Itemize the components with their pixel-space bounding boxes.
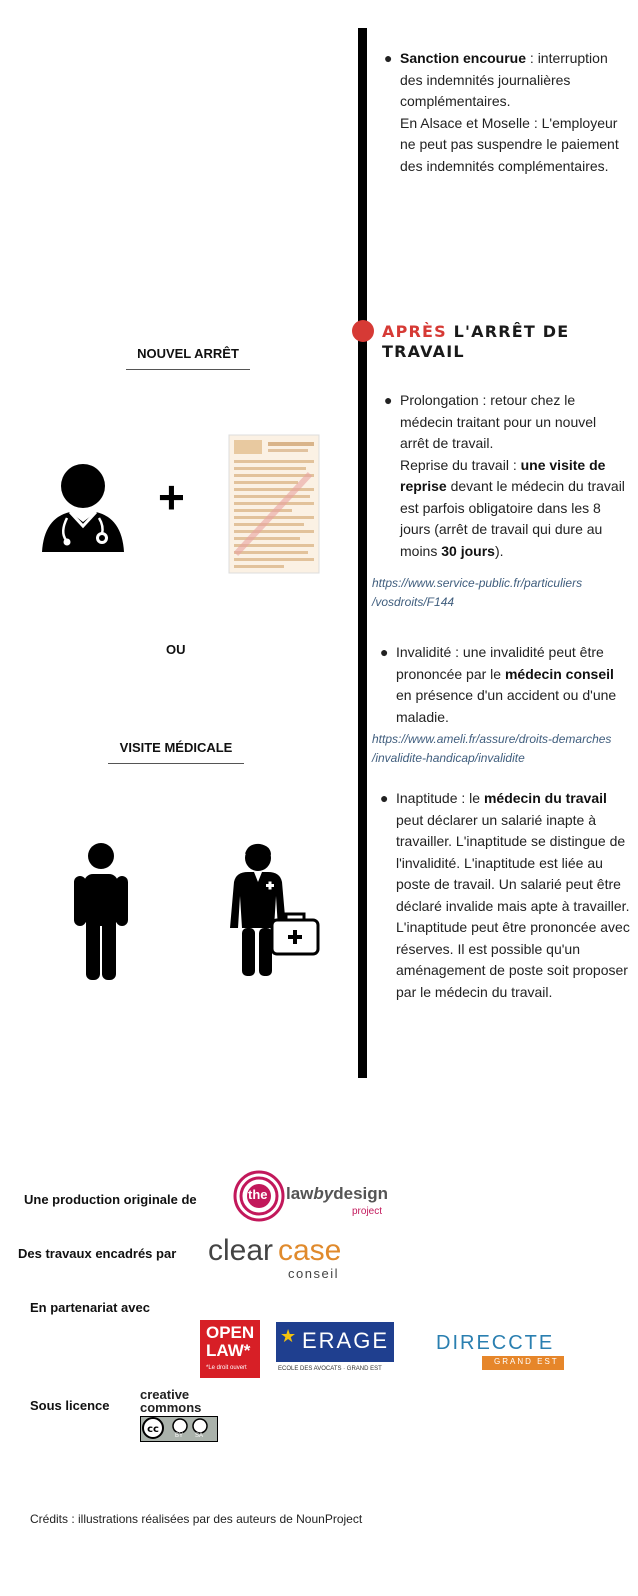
plus-icon: + <box>158 471 185 523</box>
visite-medicale-label: VISITE MÉDICALE <box>108 740 244 764</box>
doctor-icon <box>40 460 126 556</box>
prolongation-text: Prolongation : retour chez le médecin traitant pour un nouvel arrêt de travail. <box>400 392 597 451</box>
production-label: Une production originale de <box>24 1192 197 1207</box>
doctor-kit-icon <box>226 840 322 980</box>
clearcase-logo: clear case conseil <box>208 1234 342 1281</box>
creative-commons-logo: creative commons cc BY SA <box>138 1388 218 1442</box>
sanction-text: : interruption des indemnités journalières complémentaires. <box>400 50 608 109</box>
encadres-label: Des travaux encadrés par <box>18 1246 177 1261</box>
reprise-prefix: Reprise du travail : <box>400 456 521 473</box>
alsace-moselle-text: En Alsace et Moselle : L'employeur ne peut pas suspendre le paiement des indemnités complémentaires. <box>400 114 619 174</box>
lawbydesign-logo: the lawbydesign project <box>232 1170 392 1222</box>
link-ameli[interactable]: https://www.ameli.fr/assure/droits-demarches /invalidite-handicap/invalidite <box>372 732 612 765</box>
nouvel-arret-label: NOUVEL ARRÊT <box>126 346 250 370</box>
openlaw-logo: OPEN LAW* *Le droit ouvert <box>200 1320 260 1378</box>
footer-credits: Crédits : illustrations réalisées par des auteurs de NounProject <box>30 1512 363 1526</box>
partenariat-label: En partenariat avec <box>30 1300 150 1315</box>
medecin-du-travail: médecin du travail <box>483 790 607 806</box>
link-service-public[interactable]: https://www.service-public.fr/particuliers /vosdroits/F144 <box>372 576 583 609</box>
reprise-duration: 30 jours <box>441 542 495 559</box>
svg-text:cc: cc <box>147 1424 159 1435</box>
star-icon: ★ <box>280 1326 297 1346</box>
timeline-dot <box>352 320 374 342</box>
reprise-end: ). <box>494 542 504 559</box>
sanction-label: Sanction encourue <box>400 50 527 66</box>
prolongation-bullet: ● Prolongation : retour chez le médecin traitant pour un nouvel arrêt de travail. Reprise du travail : une visite de reprise devant le médecin du travail est parfois obligatoire dans les 8 jours (arrêt de travail qui dure au moins 30 jours). <box>384 392 625 559</box>
sanction-bullet: ● Sanction encourue : interruption des indemnités journalières complémentaires. En Alsace et Moselle : L'employeur ne peut pas suspendre le paiement des indemnités complémentaires. <box>384 50 619 174</box>
invalidite-bullet: ● Invalidité : une invalidité peut être prononcée par le médecin conseil en présence d'un accident ou d'une maladie. <box>380 644 617 725</box>
person-icon <box>72 842 130 982</box>
reprise-mid: devant le médecin du travail est parfois obligatoire dans les 8 jours (arrêt de travail qui dure au moins <box>400 478 625 559</box>
heading-rest: L'ARRÊT DE TRAVAIL <box>382 322 570 361</box>
ou-label: OU <box>166 642 186 657</box>
arret-form-icon <box>228 434 320 574</box>
heading-highlight: APRÈS <box>382 322 447 341</box>
reprise-bold: une visite de reprise <box>400 456 606 494</box>
inaptitude-bullet: ● Inaptitude : le médecin du travail peut déclarer un salarié inapte à travailler. L'inaptitude se distingue de l'invalidité. L'inaptitude est liée au poste de travail. Un salarié peut être déclaré invalide mais apte à travailler. L'inaptitude peut être prononcée avec réserves. Il est possible qu'un aménagement de poste soit proposer par le médecin du travail. <box>380 790 630 1000</box>
medecin-conseil: médecin conseil <box>504 665 614 682</box>
timeline-bar <box>358 28 367 1078</box>
direccte-logo: DIRECCTE GRAND EST <box>436 1332 566 1374</box>
section-heading <box>382 322 622 362</box>
erage-logo: ★ ERAGE ECOLE DES AVOCATS · GRAND EST <box>276 1322 394 1378</box>
licence-label: Sous licence <box>30 1398 110 1413</box>
